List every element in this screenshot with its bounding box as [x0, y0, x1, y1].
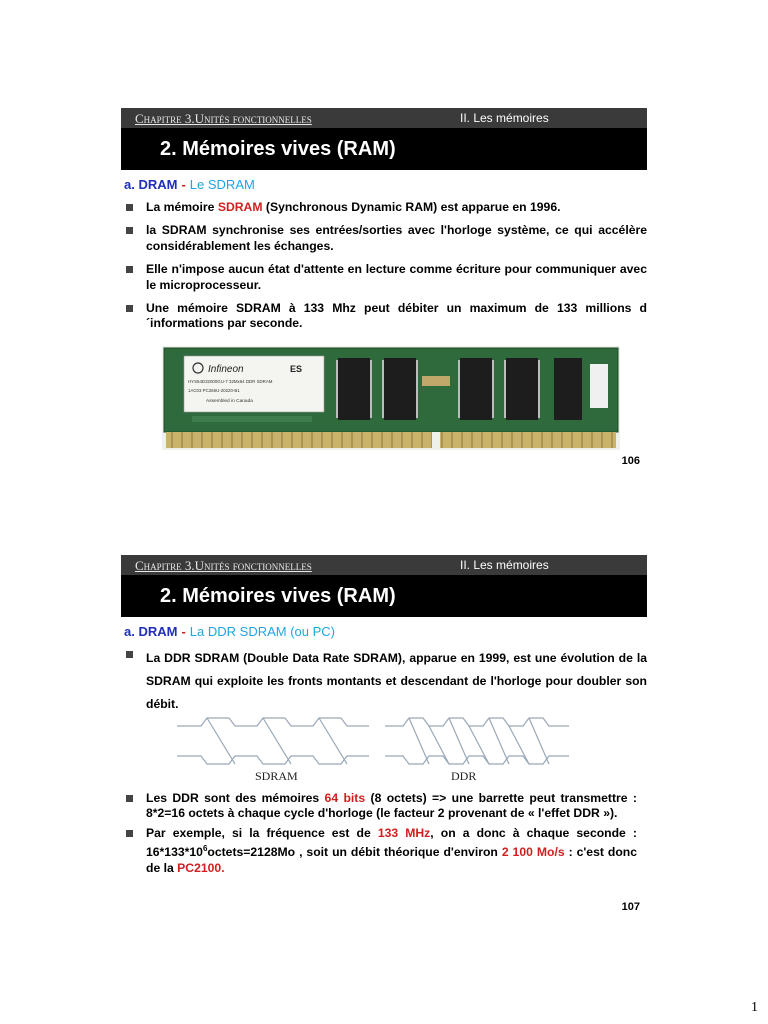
bullet-item: Par exemple, si la fréquence est de 133 MHz, on a donc à chaque seconde : $16*133*10^6octets=2128Mo$ , soit un débit théorique d'environ 2 100 Mo/s : c'est donc de la PC2100. [121, 826, 637, 876]
ram-label-line1: HYS64D32000GU-7 32Mx64 DDR SDRAM [188, 379, 273, 384]
diagram-label-ddr: DDR [451, 769, 477, 782]
subheading-topic: Le SDRAM [189, 177, 255, 192]
slide-header-bar [121, 555, 647, 575]
bullet-list [121, 647, 647, 716]
slide-107 [121, 555, 647, 913]
bullet-item: Elle n'impose aucun état d'attente en lecture comme écriture pour communiquer avec le microprocesseur. [121, 262, 647, 293]
subheading-label: a. DRAM [124, 177, 178, 192]
bullet-list [121, 200, 647, 332]
bullet-list [121, 791, 637, 876]
slide-number: 107 [621, 901, 640, 913]
ram-label-line2: 1AC03 PC266U-20220-B1 [188, 388, 240, 393]
bullet-item: la SDRAM synchronise ses entrées/sorties avec l'horloge système, ce qui accélère considérablement les échanges. [121, 223, 647, 254]
slide-title: 2. Mémoires vives (RAM) [121, 575, 647, 617]
slide-header-bar [121, 108, 647, 128]
section-label: II. Les mémoires [460, 558, 549, 572]
ram-brand-text: Infineon [208, 364, 244, 375]
subheading-dash: - [181, 624, 186, 639]
slide-106 [121, 108, 647, 467]
bullet-item: La DDR SDRAM (Double Data Rate SDRAM), apparue en 1999, est une évolution de la SDRAM qui exploite les fronts montants et descendant de l'horloge pour doubler son débit. [121, 647, 647, 716]
bullet-item: Les DDR sont des mémoires 64 bits (8 octets) => une barrette peut transmettre : 8*2=16 octets à chaque cycle d'horloge (le facteur 2 provenant de « l'effet DDR »). [121, 791, 637, 822]
ram-label-line3: Assembled in Canada [206, 399, 253, 404]
subheading [121, 177, 647, 192]
ram-module-image [162, 346, 620, 450]
timing-diagram [171, 716, 641, 782]
slide-title: 2. Mémoires vives (RAM) [121, 128, 647, 170]
diagram-label-sdram: SDRAM [255, 769, 298, 782]
section-label: II. Les mémoires [460, 111, 549, 125]
subheading-label: a. DRAM [124, 624, 178, 639]
chapter-label: Chapitre 3.Unités fonctionnelles [135, 111, 312, 126]
subheading [121, 624, 647, 639]
bullet-item: La mémoire SDRAM (Synchronous Dynamic RAM) est apparue en 1996. [121, 200, 647, 215]
subheading-dash: - [181, 177, 186, 192]
chapter-label: Chapitre 3.Unités fonctionnelles [135, 558, 312, 573]
page-number: 1 [751, 1000, 758, 1015]
subheading-topic: La DDR SDRAM (ou PC) [189, 624, 335, 639]
ram-es-text: ES [290, 364, 303, 374]
slide-number: 106 [621, 455, 640, 467]
bullet-item: Une mémoire SDRAM à 133 Mhz peut débiter un maximum de 133 millions d´informations par seconde. [121, 301, 647, 332]
